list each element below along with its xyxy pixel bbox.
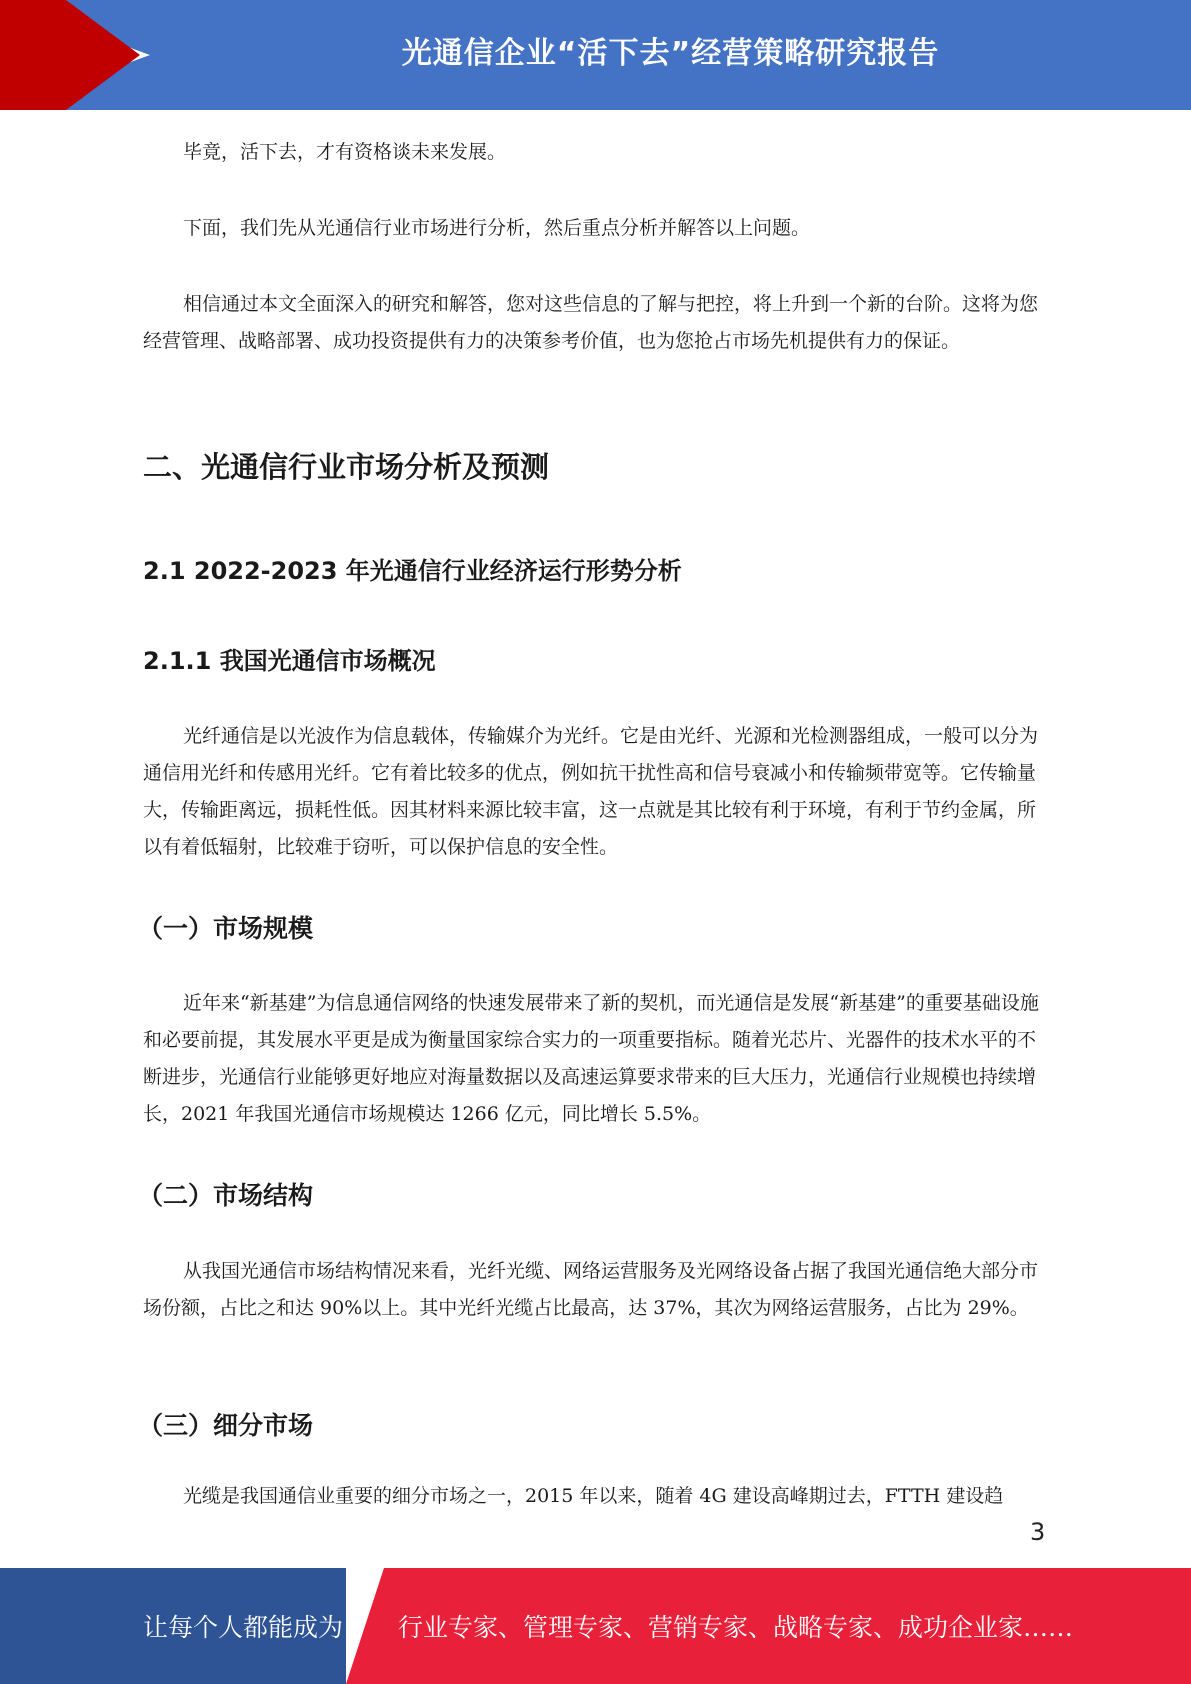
footer-diagonal [346, 1568, 384, 1684]
page-number: 3 [1030, 1518, 1046, 1546]
report-title: 光通信企业“活下去”经营策略研究报告 [401, 36, 940, 71]
paragraph-5: 近年来“新基建”为信息通信网络的快速发展带来了新的契机，而光通信是发展“新基建”的重要基础设施和必要前提，其发展水平更是成为衡量国家综合实力的一项重要指标。随着光芯片、光器件的技术水平的不断进步，光通信行业能够更好地应对海量数据以及高速运算要求带来的巨大压力，光通信行业规模也持续增长，2021 年我国光通信市场规模达 1266 亿元，同比增长 5.5%。 [143, 992, 1039, 1125]
paragraph-6: 从我国光通信市场结构情况来看，光纤光缆、网络运营服务及光网络设备占据了我国光通信绝大部分市场份额，占比之和达 90%以上。其中光纤光缆占比最高，达 37%，其次为网络运营服务，占比为 29%。 [143, 1260, 1039, 1319]
subsection-heading: 2.1 2022-2023 年光通信行业经济运行形势分析 [143, 557, 682, 585]
paragraph-7: 光缆是我国通信业重要的细分市场之一，2015 年以来，随着 4G 建设高峰期过去，FTTH 建设趋 [183, 1485, 1004, 1507]
subsubsection-heading: 2.1.1 我国光通信市场概况 [143, 647, 436, 675]
paragraph-4: 光纤通信是以光波作为信息载体，传输媒介为光纤。它是由光纤、光源和光检测器组成，一般可以分为通信用光纤和传感用光纤。它有着比较多的优点，例如抗干扰性高和信号衰减小和传输频带宽等。它传输量大，传输距离远，损耗性低。因其材料来源比较丰富，这一点就是其比较有利于环境，有利于节约金属，所以有着低辐射，比较难于窃听，可以保护信息的安全性。 [143, 725, 1039, 858]
header-red-arrow [66, 0, 140, 110]
section-heading: 二、光通信行业市场分析及预测 [143, 450, 550, 484]
item-heading-market-size: （一）市场规模 [138, 914, 314, 943]
paragraph-2: 下面，我们先从光通信行业市场进行分析，然后重点分析并解答以上问题。 [183, 217, 811, 239]
paragraph-3: 相信通过本文全面深入的研究和解答，您对这些信息的了解与把控，将上升到一个新的台阶。这将为您经营管理、战略部署、成功投资提供有力的决策参考价值，也为您抢占市场先机提供有力的保证。 [143, 293, 1039, 352]
footer-slogan-left: 让每个人都能成为 [143, 1613, 344, 1642]
paragraph-1: 毕竟，活下去，才有资格谈未来发展。 [183, 141, 507, 163]
page-header [0, 0, 1191, 110]
item-heading-market-structure: （二）市场结构 [138, 1181, 314, 1210]
page-footer [0, 1568, 1191, 1684]
header-red-block [0, 0, 66, 110]
footer-slogan-right: 行业专家、管理专家、营销专家、战略专家、成功企业家…… [398, 1613, 1074, 1642]
item-heading-segment-market: （三）细分市场 [138, 1411, 314, 1440]
